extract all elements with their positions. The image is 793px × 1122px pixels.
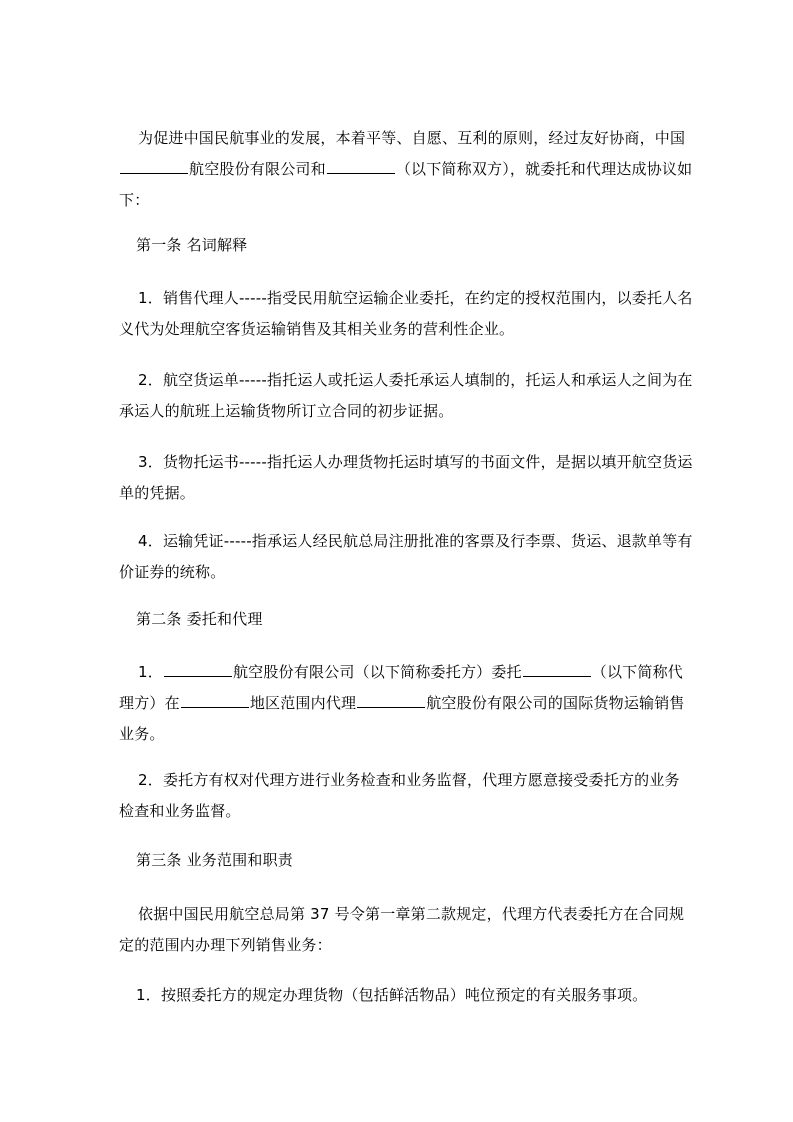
article1-item-4: 4．运输凭证-----指承运人经民航总局注册批准的客票及行李票、货运、退款单等有价证券的统称。 [119,532,693,581]
article2-item1-text-1: 航空股份有限公司（以下简称委托方）委托 [232,663,522,681]
blank-line [164,662,232,677]
intro-text-1: 为促进中国民航事业的发展，本着平等、自愿、互利的原则，经过友好协商，中国 [138,129,686,147]
article1-heading: 第一条 名词解释 [136,236,248,254]
article2-item-2: 2．委托方有权对代理方进行业务检查和业务监督，代理方愿意接受委托方的业务检查和业务监督。 [119,771,680,820]
article2-item-1 [119,657,694,750]
article2-item1-text-4: 航空股份有限公司的国际货物运输销售业务。 [119,694,685,743]
blank-line [120,159,188,174]
article2-heading: 第二条 委托和代理 [136,610,263,628]
article2-item1-text-2: （以下简称代理方）在 [119,663,683,712]
intro-text-2: 航空股份有限公司和 [189,160,326,178]
blank-line [357,693,425,708]
blank-line [523,662,591,677]
article1-item-2: 2．航空货运单-----指托运人或托运人委托承运人填制的，托运人和承运人之间为在承运人的航班上运输货物所订立合同的初步证据。 [119,371,693,420]
article1-item-3: 3．货物托运书-----指托运人办理货物托运时填写的书面文件，是据以填开航空货运单的凭据。 [119,453,693,502]
intro-paragraph [119,123,694,216]
article3-item-1: 1．按照委托方的规定办理货物（包括鲜活物品）吨位预定的有关服务事项。 [136,986,648,1004]
blank-line [181,693,249,708]
article3-heading: 第三条 业务范围和职责 [136,851,293,869]
article1-item-1: 1．销售代理人-----指受民用航空运输企业委托，在约定的授权范围内，以委托人名义代为处理航空客货运输销售及其相关业务的营利性企业。 [119,289,693,338]
article2-item1-text-3: 地区范围内代理 [249,694,357,712]
article3-intro: 依据中国民用航空总局第 37 号令第一章第二款规定，代理方代表委托方在合同规定的范围内办理下列销售业务： [119,905,685,954]
blank-line [327,159,395,174]
intro-text-3: （以下简称双方），就委托和代理达成协议如下： [119,160,693,209]
article2-item1-prefix: 1． [138,663,163,681]
